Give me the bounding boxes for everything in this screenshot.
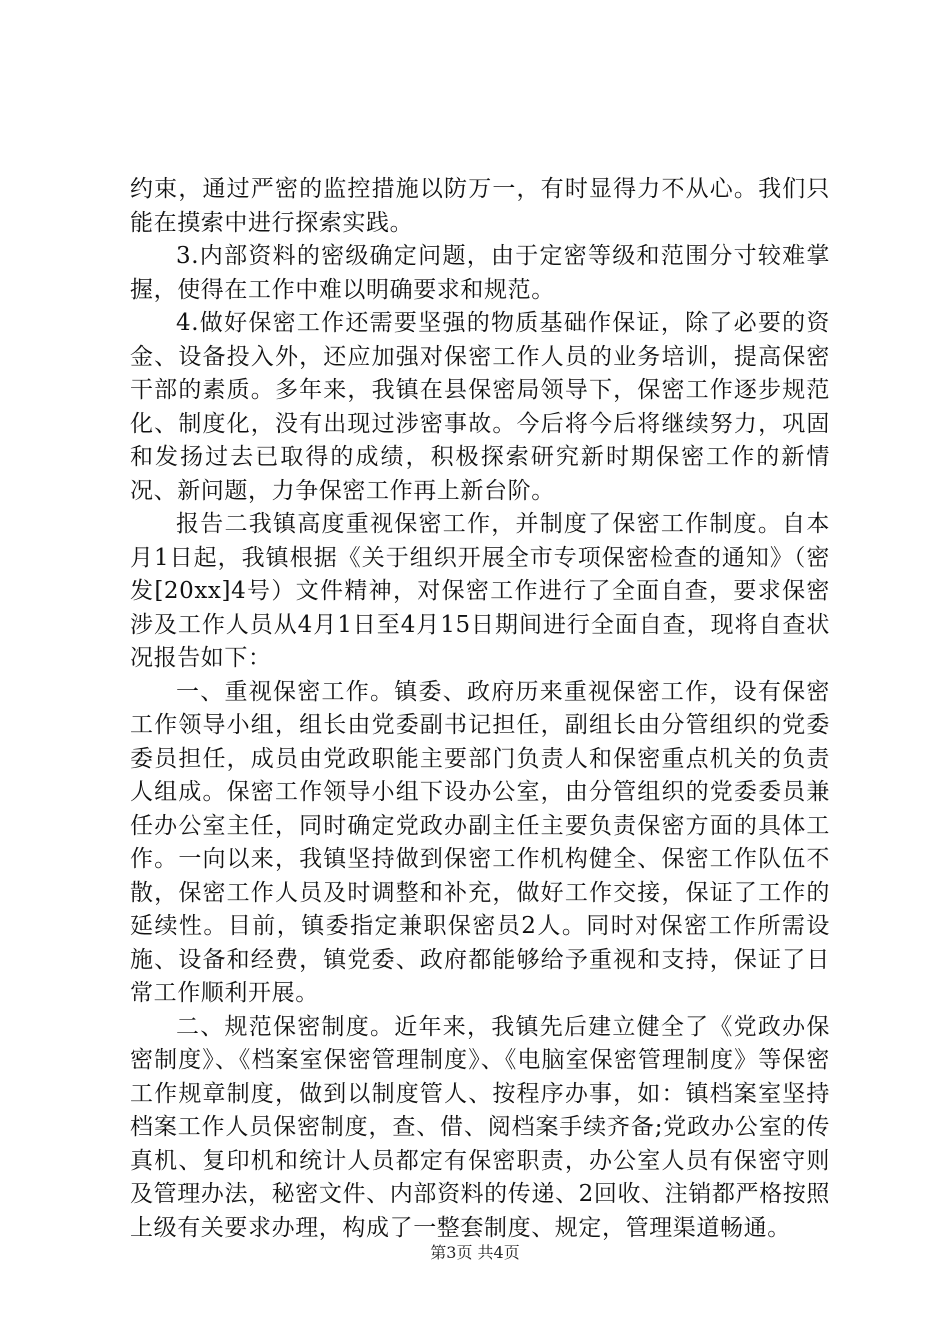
- page-number-footer: 第3页 共4页: [430, 1243, 520, 1262]
- paragraph-report-two-intro: 报告二我镇高度重视保密工作，并制度了保密工作制度。自本月1日起，我镇根据《关于组织开展全市专项保密检查的通知》（密发[20xx]4号）文件精神，对保密工作进行了全面自查，要求保密涉及工作人员从4月1日至4月15日期间进行全面自查，现将自查状况报告如下：: [130, 511, 830, 671]
- paragraph-item-4: 4.做好保密工作还需要坚强的物质基础作保证，除了必要的资金、设备投入外，还应加强对保密工作人员的业务培训，提高保密干部的素质。多年来，我镇在县保密局领导下，保密工作逐步规范化、制度化，没有出现过涉密事故。今后将今后将继续努力，巩固和发扬过去已取得的成绩，积极探索研究新时期保密工作的新情况、新问题，力争保密工作再上新台阶。: [130, 310, 830, 504]
- paragraph-continuation: 约束，通过严密的监控措施以防万一，有时显得力不从心。我们只能在摸索中进行探索实践。: [130, 176, 830, 236]
- paragraph-item-3: 3.内部资料的密级确定问题，由于定密等级和范围分寸较难掌握，使得在工作中难以明确要求和规范。: [130, 243, 830, 303]
- paragraph-section-one: 一、重视保密工作。镇委、政府历来重视保密工作，设有保密工作领导小组，组长由党委副书记担任，副组长由分管组织的党委委员担任，成员由党政职能主要部门负责人和保密重点机关的负责人组成。保密工作领导小组下设办公室，由分管组织的党委委员兼任办公室主任，同时确定党政办副主任主要负责保密方面的具体工作。一向以来，我镇坚持做到保密工作机构健全、保密工作队伍不散，保密工作人员及时调整和补充，做好工作交接，保证了工作的延续性。目前，镇委指定兼职保密员2人。同时对保密工作所需设施、设备和经费，镇党委、政府都能够给予重视和支持，保证了日常工作顺利开展。: [130, 678, 830, 1006]
- document-body: [130, 173, 830, 1245]
- paragraph-section-two: 二、规范保密制度。近年来，我镇先后建立健全了《党政办保密制度》、《档案室保密管理制度》、《电脑室保密管理制度》等保密工作规章制度，做到以制度管人、按程序办事，如：镇档案室坚持档案工作人员保密制度，查、借、阅档案手续齐备;党政办公室的传真机、复印机和统计人员都定有保密职责，办公室人员有保密守则及管理办法，秘密文件、内部资料的传递、2回收、注销都严格按照上级有关要求办理，构成了一整套制度、规定，管理渠道畅通。: [130, 1013, 830, 1241]
